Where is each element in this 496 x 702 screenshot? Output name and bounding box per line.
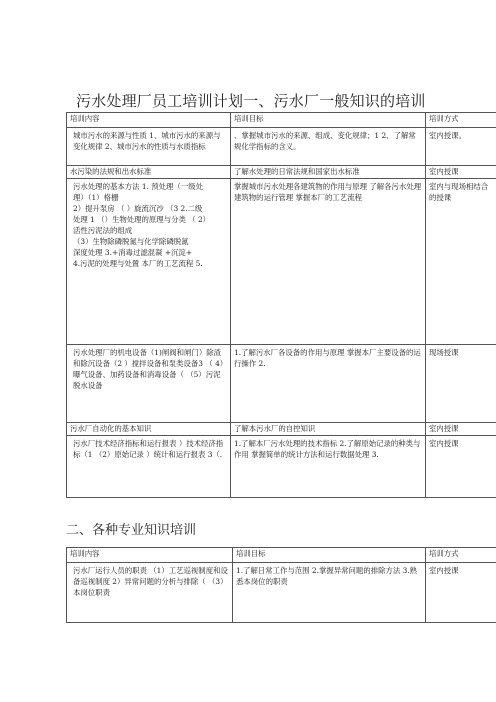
cell-goal: 1.了解本厂污水处理的技术指标 2.了解原始记录的种类与作用 掌握简单的统计方法和运行数据处理 3.	[231, 436, 426, 498]
table-row	[67, 563, 496, 623]
cell-method: 室内授课	[426, 423, 496, 436]
header-content: 培训内容	[67, 113, 231, 128]
cell-goal: 1.了解日常工作与范围 2.掌握异常问题的排除方法 3.熟悉本岗位的职责	[233, 563, 426, 623]
line: 理）（1）格栅	[73, 193, 119, 202]
cell-content: 城市污水的来源与性质 1、城市污水的来源与变化规律 2、城市污水的性质与水质指标	[67, 128, 231, 166]
header-goal: 培训目标	[231, 113, 426, 128]
cell-content: 污水厂技术经济指标和运行报表 ）技术经济指标（1 （2）原始记录 ）统计和运行报表 3（.	[67, 436, 231, 498]
line: 污水处理的基本方法 1. 预处理（一级处	[73, 182, 204, 191]
table-row	[67, 128, 496, 166]
cell-content: 水污染的法规和出水标准	[67, 166, 231, 179]
cell-method: 室内授课	[426, 563, 496, 623]
cell-content: 污水处理厂的机电设备（1)闸阀和闸门）除渣和除沉设备（2 ）搅拌设备和泵类设备3 （ 4）曝气设备、加药设备和消毒设备（ （5）污泥脱水设备	[67, 345, 231, 423]
line: 处理 1 （）生物处理的原理与分类 （ 2）	[73, 215, 211, 224]
cell-content: 污水厂自动化的基本知识	[67, 423, 231, 436]
section-heading: 二、各种专业知识培训	[66, 523, 197, 538]
line: （3）生物除磷脱氮与化学除磷脱氮	[73, 237, 189, 246]
line: 活性污泥法的组成	[73, 226, 133, 235]
table-header-row	[67, 548, 496, 563]
table-row	[67, 436, 496, 498]
header-method: 培训方式	[426, 548, 496, 563]
line: 2）提升泵房 （ ）旋流沉沙 （3 2.二级	[73, 204, 203, 213]
table-header-row	[67, 113, 496, 128]
table-row	[67, 345, 496, 423]
table-row	[67, 423, 496, 436]
cell-method: 现场授课	[426, 345, 496, 423]
cell-goal: 、掌握城市污水的来源、组成、变化规律；1 2、了解常规化学指标的含义。	[231, 128, 426, 166]
cell-method: 室内与现场相结合的授课	[426, 179, 496, 345]
cell-method: 室内授课	[426, 166, 496, 179]
header-content: 培训内容	[67, 548, 233, 563]
table-row	[67, 179, 496, 345]
line: 4.污泥的处理与处置 本厂的工艺流程 5.	[73, 259, 203, 268]
cell-goal: 了解水处理的日常法规和国家出水标准	[231, 166, 426, 179]
cell-goal: 掌握城市污水处理各建筑物的作用与原理 了解各污水处理建筑物的运行管理 掌握本厂的工艺流程	[231, 179, 426, 345]
header-method: 培训方式	[426, 113, 496, 128]
page-title: 污水处理厂员工培训计划一、污水厂一般知识的培训	[76, 92, 426, 110]
training-table-professional	[66, 547, 496, 623]
table-row	[67, 166, 496, 179]
training-table-general	[66, 112, 496, 498]
cell-content: 污水厂运行人员的职责 （1）工艺巡视制度和设备巡视制度 2）异常问题的分析与排除（ （3）本岗位职责	[67, 563, 233, 623]
cell-content	[67, 179, 231, 345]
header-goal: 培训目标	[233, 548, 426, 563]
cell-goal: 1.了解污水厂各设备的作用与原理 掌握本厂主要设备的运行操作 2.	[231, 345, 426, 423]
cell-method: 室内授课。	[426, 128, 496, 166]
line: 深度处理 3.+消毒过滤混凝 +沉淀+	[73, 248, 193, 257]
cell-goal: 了解本污水厂的自控知识	[231, 423, 426, 436]
cell-method: 室内授课	[426, 436, 496, 498]
